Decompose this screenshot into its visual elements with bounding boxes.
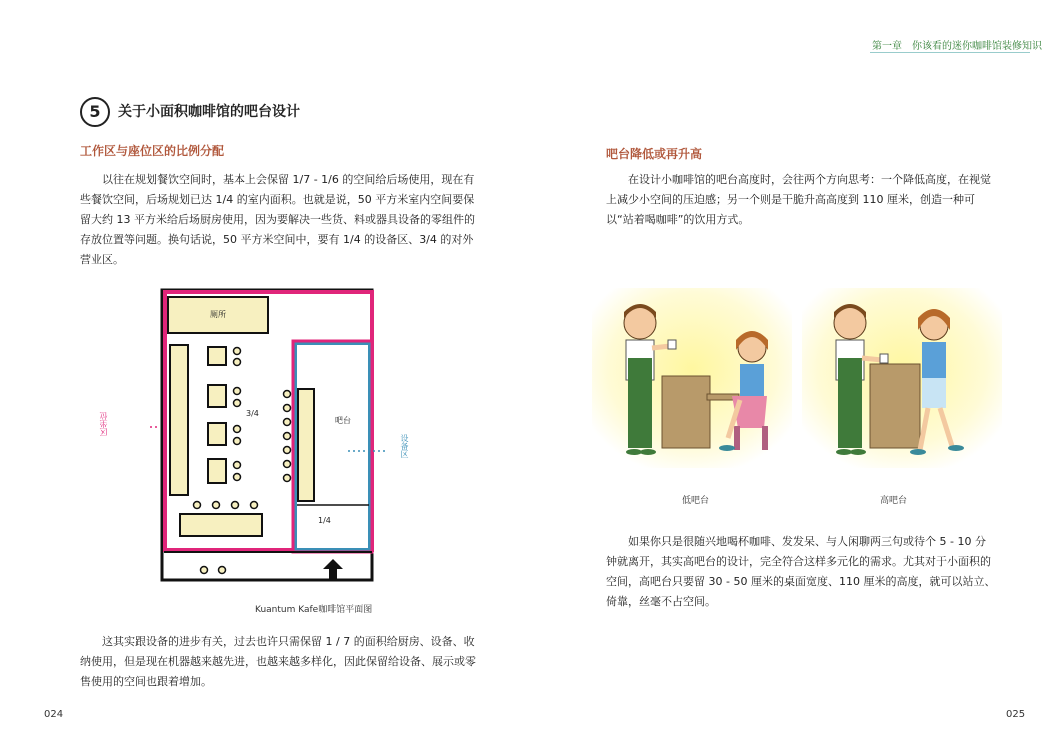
section-title: 关于小面积咖啡馆的吧台设计 (118, 104, 300, 120)
section-number: 5 (80, 97, 110, 127)
right-paragraph-2: 如果你只是很随兴地喝杯咖啡、发发呆、与人闲聊两三句或待个 5 - 10 分钟就离开，其实高吧台的设计，完全符合这样多元化的需求。尤其对于小面积的空间，高吧台只要留 30 - 50 厘米的桌面宽度、110 厘米的高度，就可以站立、倚靠，丝毫不占空间。 (606, 535, 996, 608)
plan-toilet-label: 厕所 (210, 310, 226, 319)
plan-right-side-label: 设备区 (400, 434, 409, 458)
right-subheading: 吧台降低或再升高 (606, 147, 703, 161)
left-page-number: 024 (44, 709, 64, 720)
plan-bar-label: 吧台 (335, 416, 351, 425)
arrow-up-icon (322, 558, 344, 580)
header-divider (870, 52, 1030, 53)
chapter-header: 第一章 你该看的迷你咖啡馆装修知识 (872, 41, 1042, 52)
plan-work-label: 1/4 (318, 516, 331, 525)
plan-seating-label: 3/4 (246, 409, 259, 418)
left-paragraph-1: 以往在规划餐饮空间时，基本上会保留 1/7 - 1/6 的空间给后场使用，现在有些餐饮空间，后场规划已达 1/4 的室内面积。也就是说，50 平方米室内空间要保留大约 13 平方米给后场厨房使用，因为要解决一些货、料或器具设备的零组件的存放位置等问题。换句话说，50 平方米空间中，要有 1/4 的设备区、3/4 的对外营业区。 (80, 173, 475, 266)
plan-caption: Kuantum Kafe咖啡馆平面图 (255, 605, 373, 615)
left-subheading: 工作区与座位区的比例分配 (80, 144, 225, 158)
plan-left-side-label: 区坐位 (99, 412, 108, 436)
right-paragraph-1: 在设计小咖啡馆的吧台高度时，会往两个方向思考：一个降低高度，在视觉上减少小空间的压迫感；另一个则是干脆升高高度到 110 厘米，创造一种可以“站着喝咖啡”的饮用方式。 (606, 173, 991, 226)
floor-plan (150, 287, 385, 587)
caption-low-bar: 低吧台 (682, 496, 710, 506)
bar-height-illustration (592, 288, 1002, 468)
left-paragraph-2: 这其实跟设备的进步有关，过去也许只需保留 1 / 7 的面积给厨房、设备、收纳使用，但是现在机器越来越先进，也越来越多样化，因此保留给设备、展示或零售使用的空间也跟着增加。 (80, 635, 476, 688)
caption-high-bar: 高吧台 (880, 496, 908, 506)
right-page-number: 025 (1006, 709, 1026, 720)
